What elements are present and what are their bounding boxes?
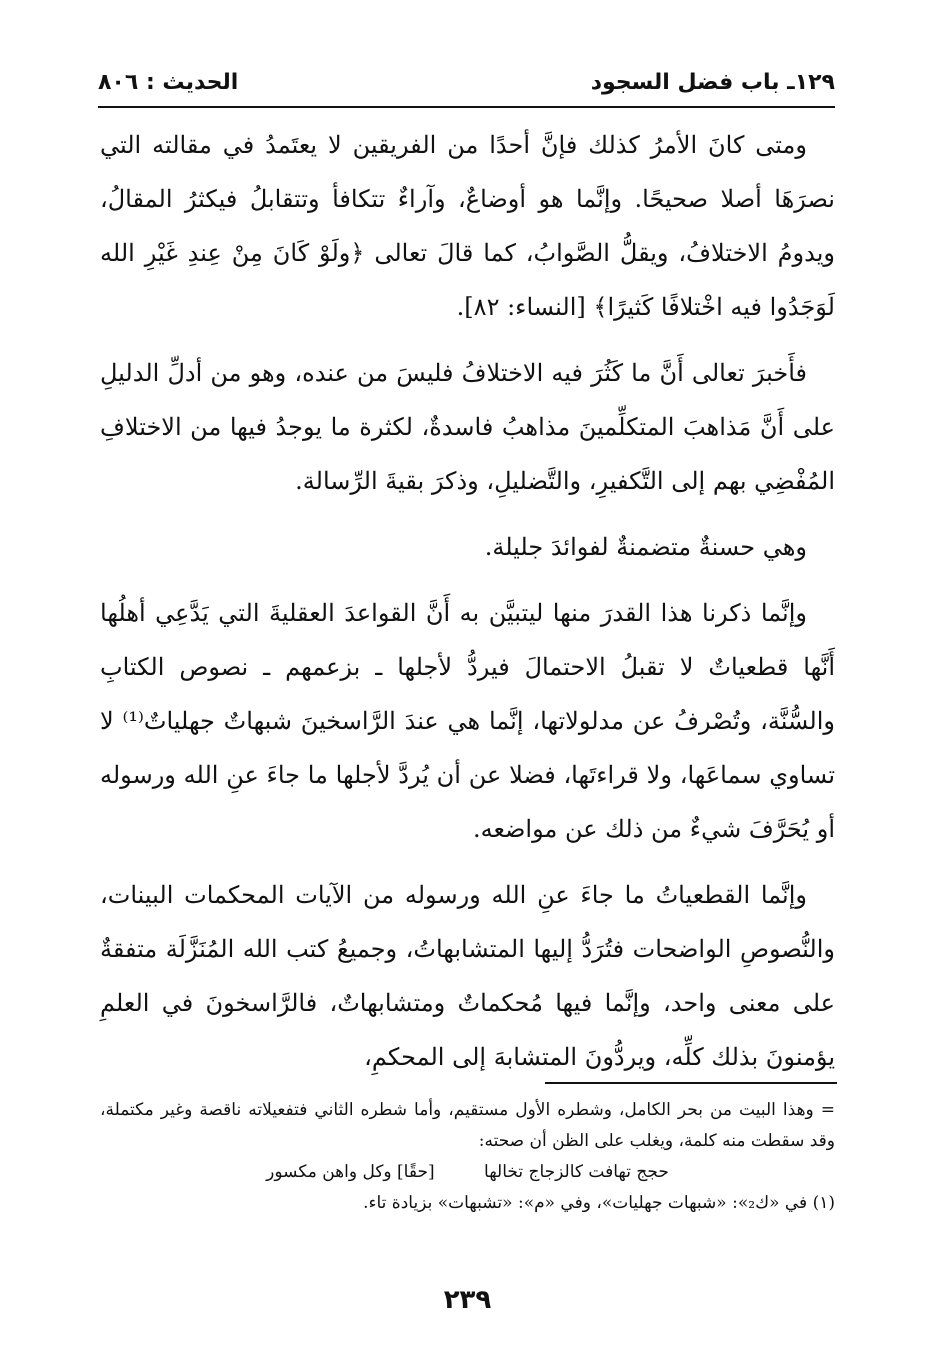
page-number: ٢٣٩ xyxy=(443,1285,492,1315)
main-text xyxy=(100,118,835,1096)
paragraph: وإنَّما القطعياتُ ما جاءَ عنِ الله ورسوله من الآيات المحكمات البينات، والنُّصوصِ الواضحات فتُرَدُّ إليها المتشابهاتُ، وجميعُ كتب الله المُنَزَّلَة متفقةٌ على معنى واحد، وإنَّما فيها مُحكماتٌ ومتشابهاتٌ، فالرَّاسخونَ في العلمِ يؤمنونَ بذلك كلِّه، ويردُّونَ المتشابهَ إلى المحكمِ، xyxy=(100,881,835,1071)
header-divider xyxy=(98,106,835,108)
paragraph: وإنَّما ذكرنا هذا القدرَ منها ليتبيَّن به أَنَّ القواعدَ العقليةَ التي يَدَّعِي أهلُها أَنَّها قطعياتٌ لا تقبلُ الاحتمالَ فيردُّ لأجلها ـ بزعمهم ـ نصوص الكتابِ والسُّنَّة، وتُصْرفُ عن مدلولاتها، إنَّما هي عندَ الرَّاسخينَ شبهاتٌ جهلياتٌ⁽¹⁾ لا تساوي سماعَها، ولا قراءتَها، فضلا عن أن يُردَّ لأجلها ما جاءَ عنِ الله ورسوله أو يُحَرَّفَ شيءٌ من ذلك عن مواضعه. xyxy=(100,599,835,843)
running-header xyxy=(98,62,835,102)
chapter-title: ١٢٩ـ باب فضل السجود xyxy=(590,69,835,95)
footnotes xyxy=(100,1095,835,1219)
footnote-continued: = وهذا البيت من بحر الكامل، وشطره الأول مستقيم، وأما شطره الثاني فتفعيلاته ناقصة وغير مكتملة، وقد سقطت منه كلمة، ويغلب على الظن أن صحته: xyxy=(100,1100,835,1151)
footnote-1: (١) في «ك₂»: «شبهات جهليات»، وفي «م»: «تشبهات» بزيادة تاء. xyxy=(363,1193,835,1213)
verse-first-hemistich: حجج تهافت كالزجاج تخالها xyxy=(484,1162,669,1182)
footnote-divider xyxy=(545,1082,837,1084)
verse-second-hemistich: [حقًا] وكل واهن مكسور xyxy=(266,1162,435,1182)
paragraph: فأَخبرَ تعالى أَنَّ ما كَثُرَ فيه الاختلافُ فليسَ من عنده، وهو من أدلِّ الدليلِ على أَنَّ مَذاهبَ المتكلِّمينَ مذاهبُ فاسدةٌ، لكثرة ما يوجدُ فيها من الاختلافِ المُفْضِي بهم إلى التَّكفيرِ، والتَّضليلِ، وذكرَ بقيةَ الرِّسالة. xyxy=(100,359,835,495)
footnote-verse xyxy=(100,1157,835,1188)
paragraph: وهي حسنةٌ متضمنةٌ لفوائدَ جليلة. xyxy=(484,533,807,561)
paragraph: ومتى كانَ الأمرُ كذلك فإنَّ أحدًا من الفريقين لا يعتَمدُ في مقالته التي نصرَهَا أصلا صحيحًا. وإنَّما هو أوضاعٌ، وآراءٌ تتكافأ وتتقابلُ فيكثرُ المقالُ، ويدومُ الاختلافُ، ويقلُّ الصَّوابُ، كما قالَ تعالى ﴿ولَوْ كَانَ مِنْ عِندِ غَيْرِ الله لَوَجَدُوا فيه اخْتلافًا كَثيرًا﴾ [النساء: ٨٢]. xyxy=(100,131,835,321)
hadith-number: الحديث : ٨٠٦ xyxy=(98,69,239,95)
